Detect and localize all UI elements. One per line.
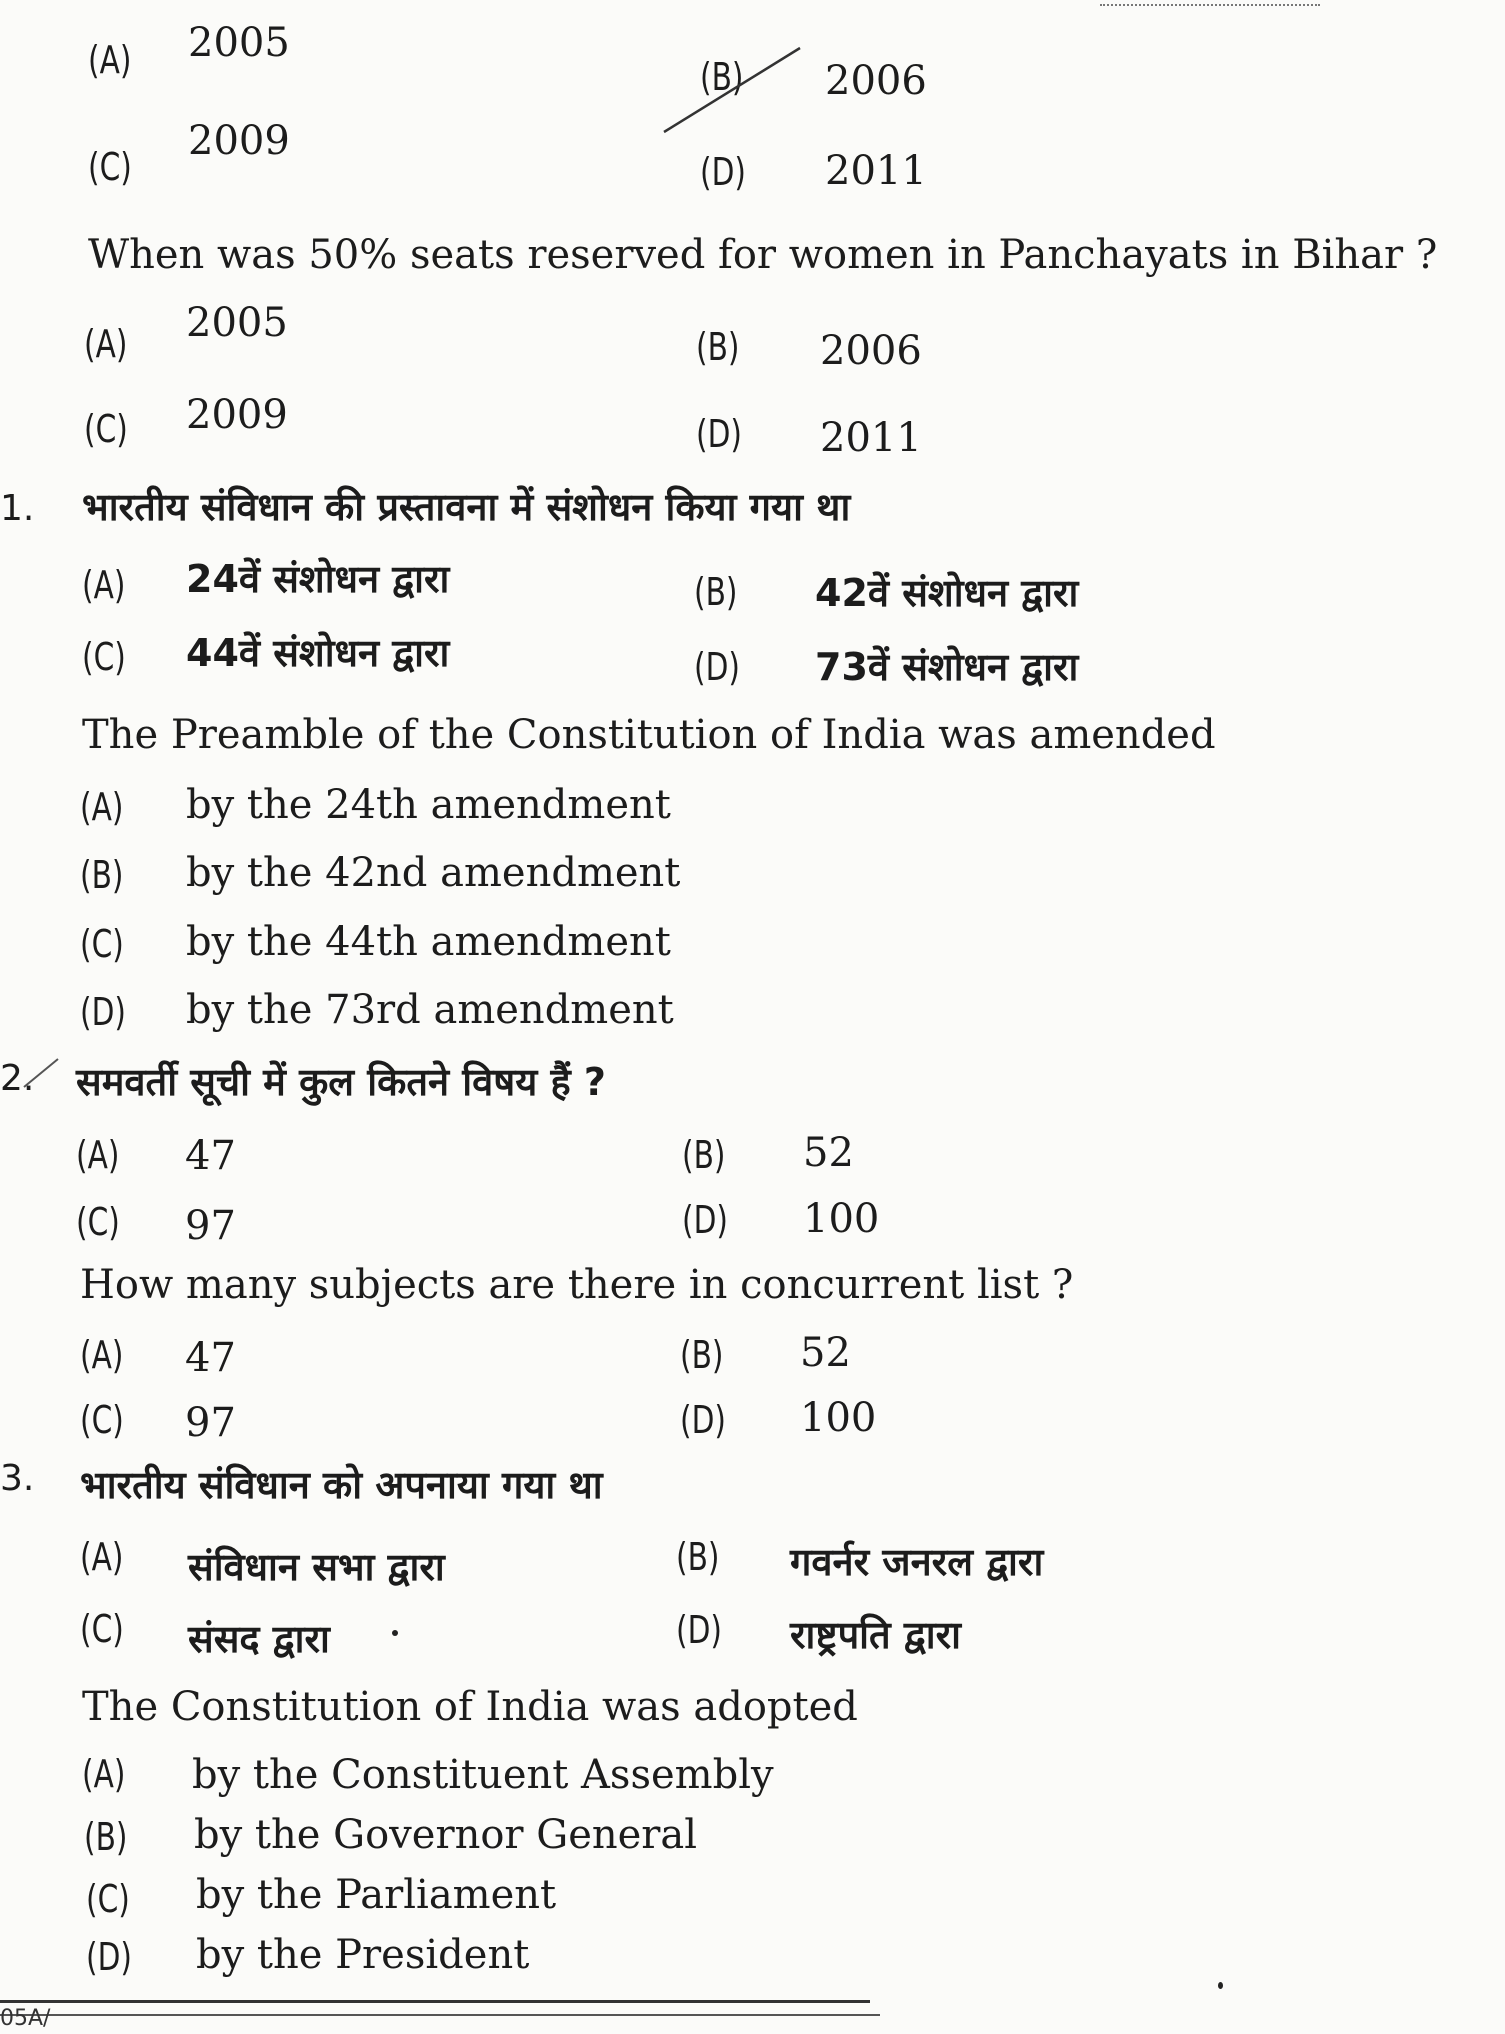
option-value: 52 — [800, 1330, 851, 1376]
option-value: 2005 — [188, 20, 290, 66]
option-label: (C) — [76, 1200, 120, 1244]
option-label: (A) — [76, 1133, 120, 1177]
option-value: 47 — [185, 1133, 236, 1179]
option-label: (C) — [82, 635, 126, 679]
option-label: (C) — [80, 1607, 124, 1651]
question-text-hi: समवर्ती सूची में कुल कितने विषय हैं ? — [76, 1060, 606, 1104]
option-value: 24वें संशोधन द्वारा — [186, 557, 450, 601]
question-text-hi: भारतीय संविधान को अपनाया गया था — [80, 1463, 603, 1507]
option-label: (B) — [84, 1815, 128, 1859]
option-value: by the Constituent Assembly — [192, 1752, 774, 1798]
option-label: (D) — [700, 150, 746, 194]
option-label: (D) — [694, 645, 740, 689]
option-value: 2009 — [188, 118, 290, 164]
option-value: 100 — [800, 1395, 877, 1441]
top-edge-mark — [1100, 0, 1320, 6]
stray-mark — [1218, 1982, 1223, 1989]
option-value: 42वें संशोधन द्वारा — [815, 571, 1079, 615]
option-value: by the Parliament — [196, 1872, 557, 1918]
option-value: राष्ट्रपति द्वारा — [790, 1613, 961, 1657]
option-label: (A) — [80, 1333, 124, 1377]
option-value: by the 42nd amendment — [186, 850, 681, 896]
option-value: 2011 — [820, 415, 922, 461]
option-value: 2005 — [186, 300, 288, 346]
question-text-en: The Constitution of India was adopted — [82, 1684, 858, 1730]
question-number: 1. — [0, 488, 35, 529]
option-value: 73वें संशोधन द्वारा — [815, 645, 1079, 689]
option-label: (B) — [700, 55, 744, 99]
option-label: (A) — [82, 1752, 126, 1796]
option-label: (C) — [86, 1877, 130, 1921]
question-text-hi: भारतीय संविधान की प्रस्तावना में संशोधन किया गया था — [82, 485, 851, 529]
option-label: (B) — [682, 1133, 726, 1177]
option-label: (A) — [84, 322, 128, 366]
answer-tick-mark — [660, 40, 810, 140]
footer-code: 05A/ — [0, 2006, 51, 2031]
tick-mark — [22, 1055, 62, 1091]
option-value: 97 — [185, 1203, 236, 1249]
option-value: 52 — [803, 1130, 854, 1176]
option-value: 2006 — [825, 58, 927, 104]
option-label: (D) — [676, 1608, 722, 1652]
question-text-en: The Preamble of the Constitution of India was amended — [82, 712, 1216, 758]
option-value: by the 73rd amendment — [186, 987, 674, 1033]
option-label: (D) — [80, 990, 126, 1034]
question-number: 2. — [0, 1058, 35, 1099]
question-text-en: When was 50% seats reserved for women in Panchayats in Bihar ? — [88, 232, 1438, 278]
option-value: by the Governor General — [194, 1812, 698, 1858]
option-label: (D) — [682, 1198, 728, 1242]
option-value: संविधान सभा द्वारा — [188, 1545, 445, 1589]
option-label: (B) — [676, 1535, 720, 1579]
option-label: (B) — [694, 570, 738, 614]
option-label: (C) — [88, 145, 132, 189]
question-text-en: How many subjects are there in concurrent list ? — [80, 1262, 1074, 1308]
option-value: 47 — [185, 1335, 236, 1381]
option-label: (C) — [84, 407, 128, 451]
option-label: (B) — [680, 1333, 724, 1377]
option-label: (A) — [80, 785, 124, 829]
option-label: (D) — [696, 412, 742, 456]
option-label: (A) — [88, 38, 132, 82]
option-value: by the 24th amendment — [186, 782, 671, 828]
option-value: 2006 — [820, 328, 922, 374]
option-label: (B) — [696, 325, 740, 369]
option-value: by the 44th amendment — [186, 919, 671, 965]
option-value: संसद द्वारा — [188, 1617, 330, 1661]
footer-rule — [0, 2014, 880, 2016]
option-label: (D) — [680, 1398, 726, 1442]
option-label: (C) — [80, 1398, 124, 1442]
question-number: 3. — [0, 1458, 35, 1499]
option-label: (D) — [86, 1935, 132, 1979]
stray-mark — [392, 1630, 398, 1636]
option-value: 2009 — [186, 392, 288, 438]
option-label: (A) — [82, 563, 126, 607]
option-label: (C) — [80, 922, 124, 966]
option-value: 2011 — [825, 148, 927, 194]
option-value: 97 — [185, 1400, 236, 1446]
option-value: 100 — [803, 1196, 880, 1242]
option-value: by the President — [196, 1932, 530, 1978]
option-label: (B) — [80, 853, 124, 897]
option-value: गवर्नर जनरल द्वारा — [790, 1540, 1044, 1584]
footer-rule — [0, 2000, 870, 2003]
option-value: 44वें संशोधन द्वारा — [186, 631, 450, 675]
option-label: (A) — [80, 1535, 124, 1579]
